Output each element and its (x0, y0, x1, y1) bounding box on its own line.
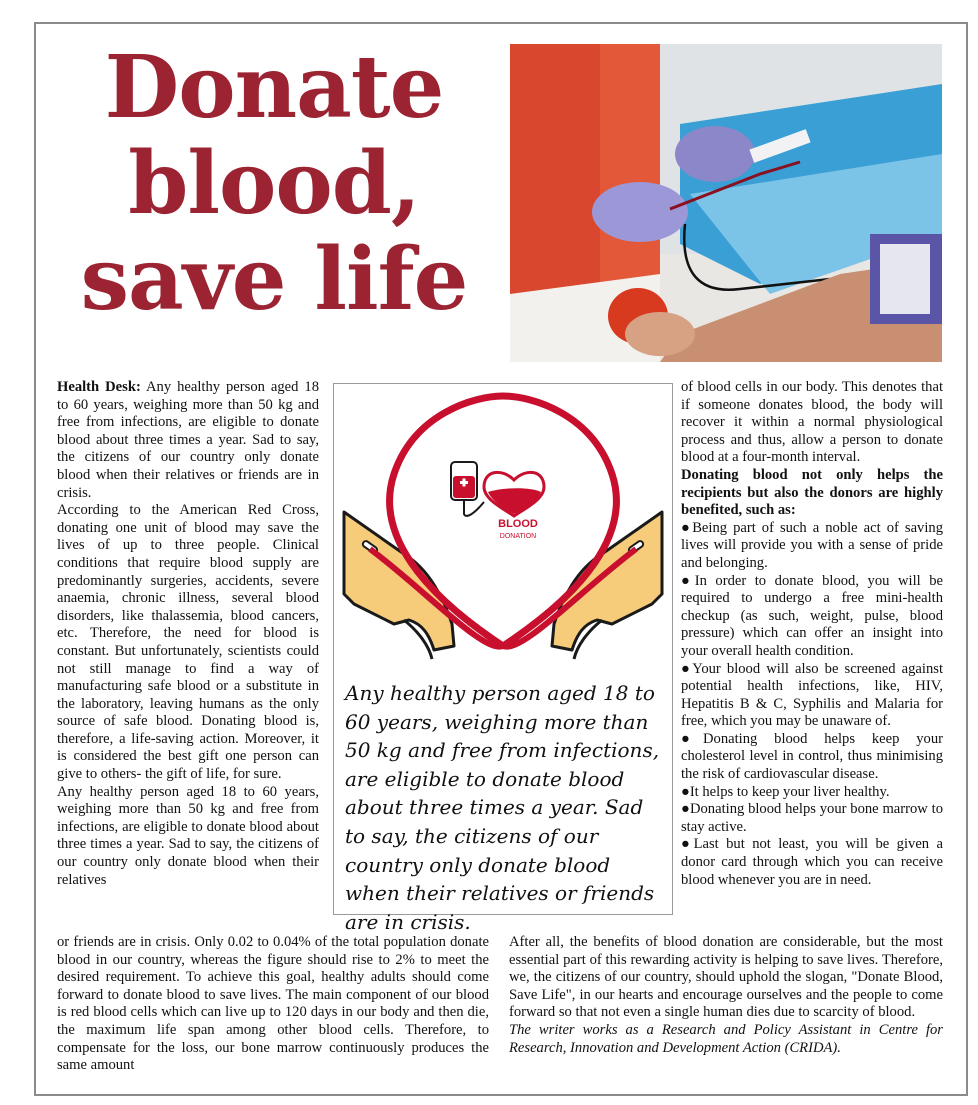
pull-quote: Any healthy person aged 18 to 60 years, weighing more than 50 kg and free from infections, are eligible to donate blood about three times a year. Sad to say, the citizens of our country only donate blood when their relatives or friends are in crisis. (345, 681, 660, 934)
paragraph-conclusion: After all, the benefits of blood donation are considerable, but the most essential part of this rewarding activity is helping to save lives. Therefore, we, the citizens of our country, should uphold the slogan, "Donate Blood, Save Life", in our hearts and encourage ourselves and the people to come forward so that not even a single human dies due to scarcity of blood. (509, 934, 943, 1021)
benefit-bullet: ●Donating blood helps your bone marrow to stay active. (681, 801, 943, 835)
bottom-right-text (509, 934, 943, 1057)
paragraph-red-cross: According to the American Red Cross, donating one unit of blood may save the lives of up to three people. Clinical conditions that require blood supply are predominantly surgeries, accidents, severe anaemia, chronic illness, several blood disorders, like thalassemia, blood cancers, etc. Therefore, the need for blood is constant. But unfortunately, scientists could not still manage to find a way of manufacturing safe blood or a substitute in the laboratory, leaving humans as the only source of safe blood. Donating blood is, therefore, a life-saving action. Moreover, it is considered the best gift one person can give to others- the gift of life, for sure. (57, 502, 319, 783)
benefit-bullet: ●Donating blood helps keep your cholesterol level in control, thus minimising the risk of cardiovascular disease. (681, 730, 943, 783)
heart-icon (484, 472, 544, 516)
column-left (57, 379, 319, 889)
column-right (681, 379, 943, 889)
benefit-bullet: ●Your blood will also be screened against potential health infections, like, HIV, Hepatitis B & C, Syphilis and Malaria for free, which you may be unaware of. (681, 660, 943, 730)
headline-line-1: Donate (104, 37, 444, 138)
paragraph-blood-cells: of blood cells in our body. This denotes that if someone donates blood, the body will recover it within a normal physiological process and thus, allow a person to donate blood at a four-month interval. (681, 379, 943, 466)
bottom-left-text (57, 934, 489, 1075)
headline-line-3: save life (80, 229, 468, 330)
paragraph-intro: Any healthy person aged 18 to 60 years, weighing more than 50 kg and free from infections, are eligible to donate blood about three times a year. Sad to say, the citizens of our country only donate blood when their relatives or friends are in crisis. (57, 379, 320, 501)
headline (44, 37, 504, 330)
blood-draw-photo (510, 44, 942, 362)
benefits-heading: Donating blood not only helps the recipients but also the donors are highly benefited, such as: (681, 466, 943, 519)
paragraph-statistics: or friends are in crisis. Only 0.02 to 0.04% of the total population donate blood in our country, whereas the figure should rise to 2% to meet the desired requirement. To achieve this goal, healthy adults should come forward to donate blood to save lives. The main component of our blood is red blood cells which can live up to 120 days in our body and then die, the maximum life span among other blood cells. Therefore, to compensate for the loss, our bone marrow continuously produces the same amount (57, 934, 489, 1074)
headline-line-2: blood, (128, 133, 420, 234)
blood-bag-icon (451, 462, 484, 516)
logo-text-blood: BLOOD (498, 518, 538, 530)
benefit-bullet: ●Last but not least, you will be given a donor card through which you can receive blood whenever you are in need. (681, 836, 943, 888)
author-byline: The writer works as a Research and Policy Assistant in Centre for Research, Innovation and Development Action (CRIDA). (509, 1021, 943, 1056)
blood-donation-logo (334, 384, 672, 674)
paragraph-repeat: Any healthy person aged 18 to 60 years, weighing more than 50 kg and free from infections, are eligible to donate blood about three times a year. Sad to say, the citizens of our country only donate blood when their relatives (57, 783, 319, 888)
benefit-bullet: ●It helps to keep your liver healthy. (681, 783, 890, 800)
logo-text-donation: DONATION (499, 533, 537, 540)
section-label: Health Desk: (57, 379, 141, 395)
benefit-bullet: ●Being part of such a noble act of saving lives will provide you with a sense of pride and belonging. (681, 519, 943, 571)
benefit-bullet: ●In order to donate blood, you will be required to undergo a free mini-health checkup (as such, weight, pulse, blood pressure) which can offer an insight into your overall health condition. (681, 572, 943, 659)
